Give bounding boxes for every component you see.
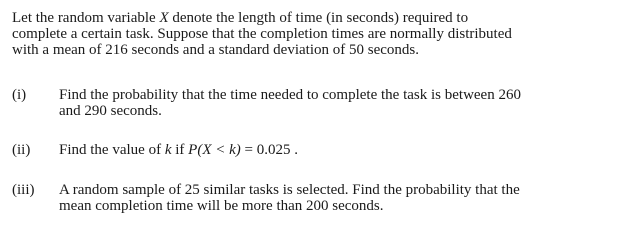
question-number: (iii) xyxy=(12,182,35,198)
question-text xyxy=(59,142,599,158)
question-number: (i) xyxy=(12,87,27,103)
question-line: A random sample of 25 similar tasks is selected. Find the probability that the xyxy=(59,182,520,198)
problem-intro xyxy=(12,10,582,58)
question-text-part: if xyxy=(171,142,189,158)
question-number: (ii) xyxy=(12,142,31,158)
question-line: and 290 seconds. xyxy=(59,103,162,119)
variable-k: k xyxy=(164,142,172,158)
question-text xyxy=(59,182,599,214)
question-line: Find the probability that the time needed to complete the task is between 260 xyxy=(59,87,521,103)
intro-text: denote the length of time (in seconds) required to xyxy=(168,10,469,26)
question-text-part: = 0.025 . xyxy=(240,142,298,158)
intro-text: Let the random variable xyxy=(12,10,160,26)
probability-expression: P(X < k) xyxy=(188,142,241,158)
intro-line-1 xyxy=(12,10,582,26)
question-text xyxy=(59,87,599,119)
variable-x: X xyxy=(159,10,169,26)
intro-line-3: with a mean of 216 seconds and a standard deviation of 50 seconds. xyxy=(12,42,419,58)
intro-line-2: complete a certain task. Suppose that the completion times are normally distributed xyxy=(12,26,512,42)
question-text-part: Find the value of xyxy=(59,142,165,158)
question-line: mean completion time will be more than 200 seconds. xyxy=(59,198,384,214)
